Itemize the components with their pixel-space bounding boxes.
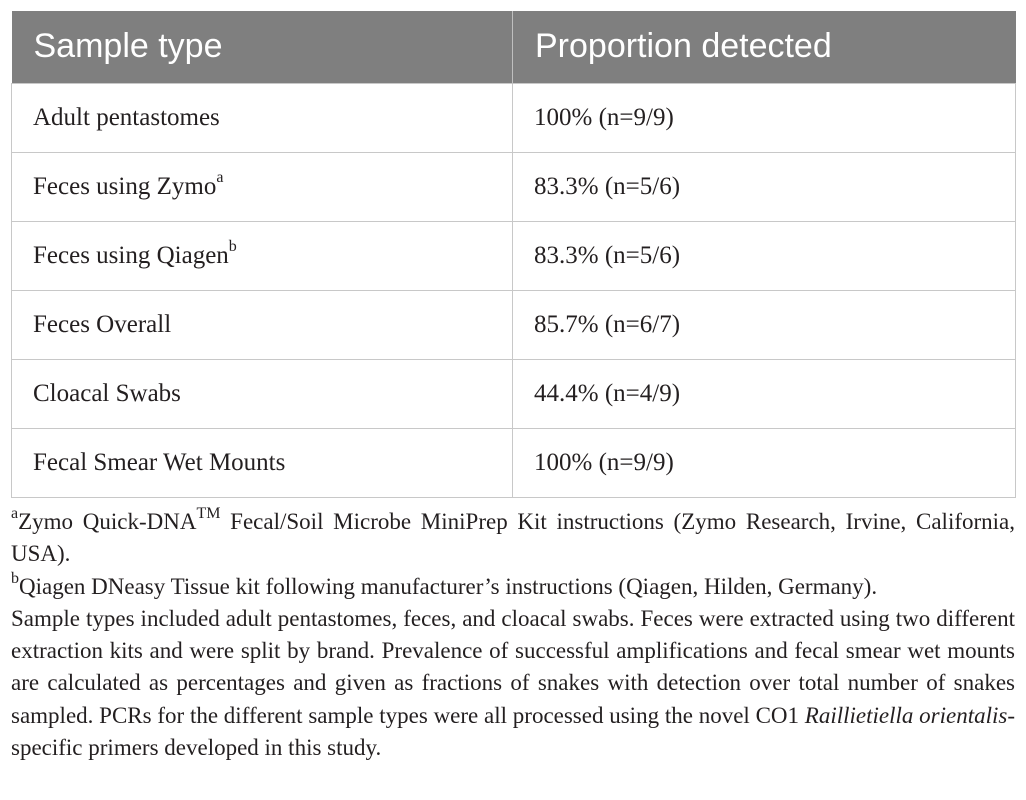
footnote-a <box>11 506 1015 571</box>
table-header-row <box>12 11 1016 83</box>
table-row <box>12 83 1016 152</box>
cell-proportion: 100% (n=9/9) <box>513 428 1016 497</box>
cell-sample-type <box>12 290 513 359</box>
caption-text-after: -specific primers developed in this study. <box>11 702 1015 761</box>
footnote-b-text: Qiagen DNeasy Tissue kit following manufacturer’s instructions (Qiagen, Hilden, Germany). <box>19 573 878 599</box>
table-row <box>12 359 1016 428</box>
footnote-a-text: Fecal/Soil Microbe MiniPrep Kit instructions (Zymo Research, Irvine, California, USA). <box>11 509 1016 567</box>
trademark-symbol: TM <box>196 505 221 523</box>
cell-proportion: 85.7% (n=6/7) <box>513 290 1016 359</box>
footnote-marker: a <box>216 169 224 187</box>
footnote-a-lead: Zymo Quick-DNA <box>18 509 197 534</box>
sample-label: Feces using Qiagen <box>33 241 229 269</box>
caption-species-name: Raillietiella orientalis <box>804 702 1008 728</box>
footnote-marker-b: b <box>11 569 19 587</box>
table-caption <box>11 603 1015 764</box>
sample-label: Cloacal Swabs <box>33 379 181 407</box>
sample-label: Adult pentastomes <box>33 103 220 131</box>
results-table <box>11 11 1016 498</box>
cell-sample-type <box>12 83 513 152</box>
cell-proportion: 44.4% (n=4/9) <box>513 359 1016 428</box>
sample-label: Fecal Smear Wet Mounts <box>33 448 286 476</box>
table-row <box>12 428 1016 497</box>
table-row <box>12 221 1016 290</box>
cell-proportion: 83.3% (n=5/6) <box>513 152 1016 221</box>
cell-proportion: 100% (n=9/9) <box>513 83 1016 152</box>
table-footnotes <box>11 506 1015 764</box>
header-sample-type: Sample type <box>12 11 513 83</box>
footnote-marker-a: a <box>11 505 19 523</box>
sample-label: Feces Overall <box>33 310 172 338</box>
caption-text-before: Sample types included adult pentastomes, feces, and cloacal swabs. Feces were extracted using two different extraction kits and were split by brand. Prevalence of successful amplifications and fecal smear wet mounts are calculated as percentages and given as fractions of snakes with detection over total number of snakes sampled. PCRs for the different sample types were all processed using the novel CO1 <box>11 605 1015 728</box>
cell-sample-type <box>12 221 513 290</box>
results-table-container <box>11 11 1015 498</box>
header-proportion-detected: Proportion detected <box>535 27 832 66</box>
footnote-b <box>11 571 1015 603</box>
footnote-marker: b <box>228 238 237 256</box>
table-row <box>12 290 1016 359</box>
cell-proportion: 83.3% (n=5/6) <box>513 221 1016 290</box>
cell-sample-type <box>12 428 513 497</box>
cell-sample-type <box>12 152 513 221</box>
table-row <box>12 152 1016 221</box>
cell-sample-type <box>12 359 513 428</box>
sample-label: Feces using Zymo <box>33 172 217 200</box>
